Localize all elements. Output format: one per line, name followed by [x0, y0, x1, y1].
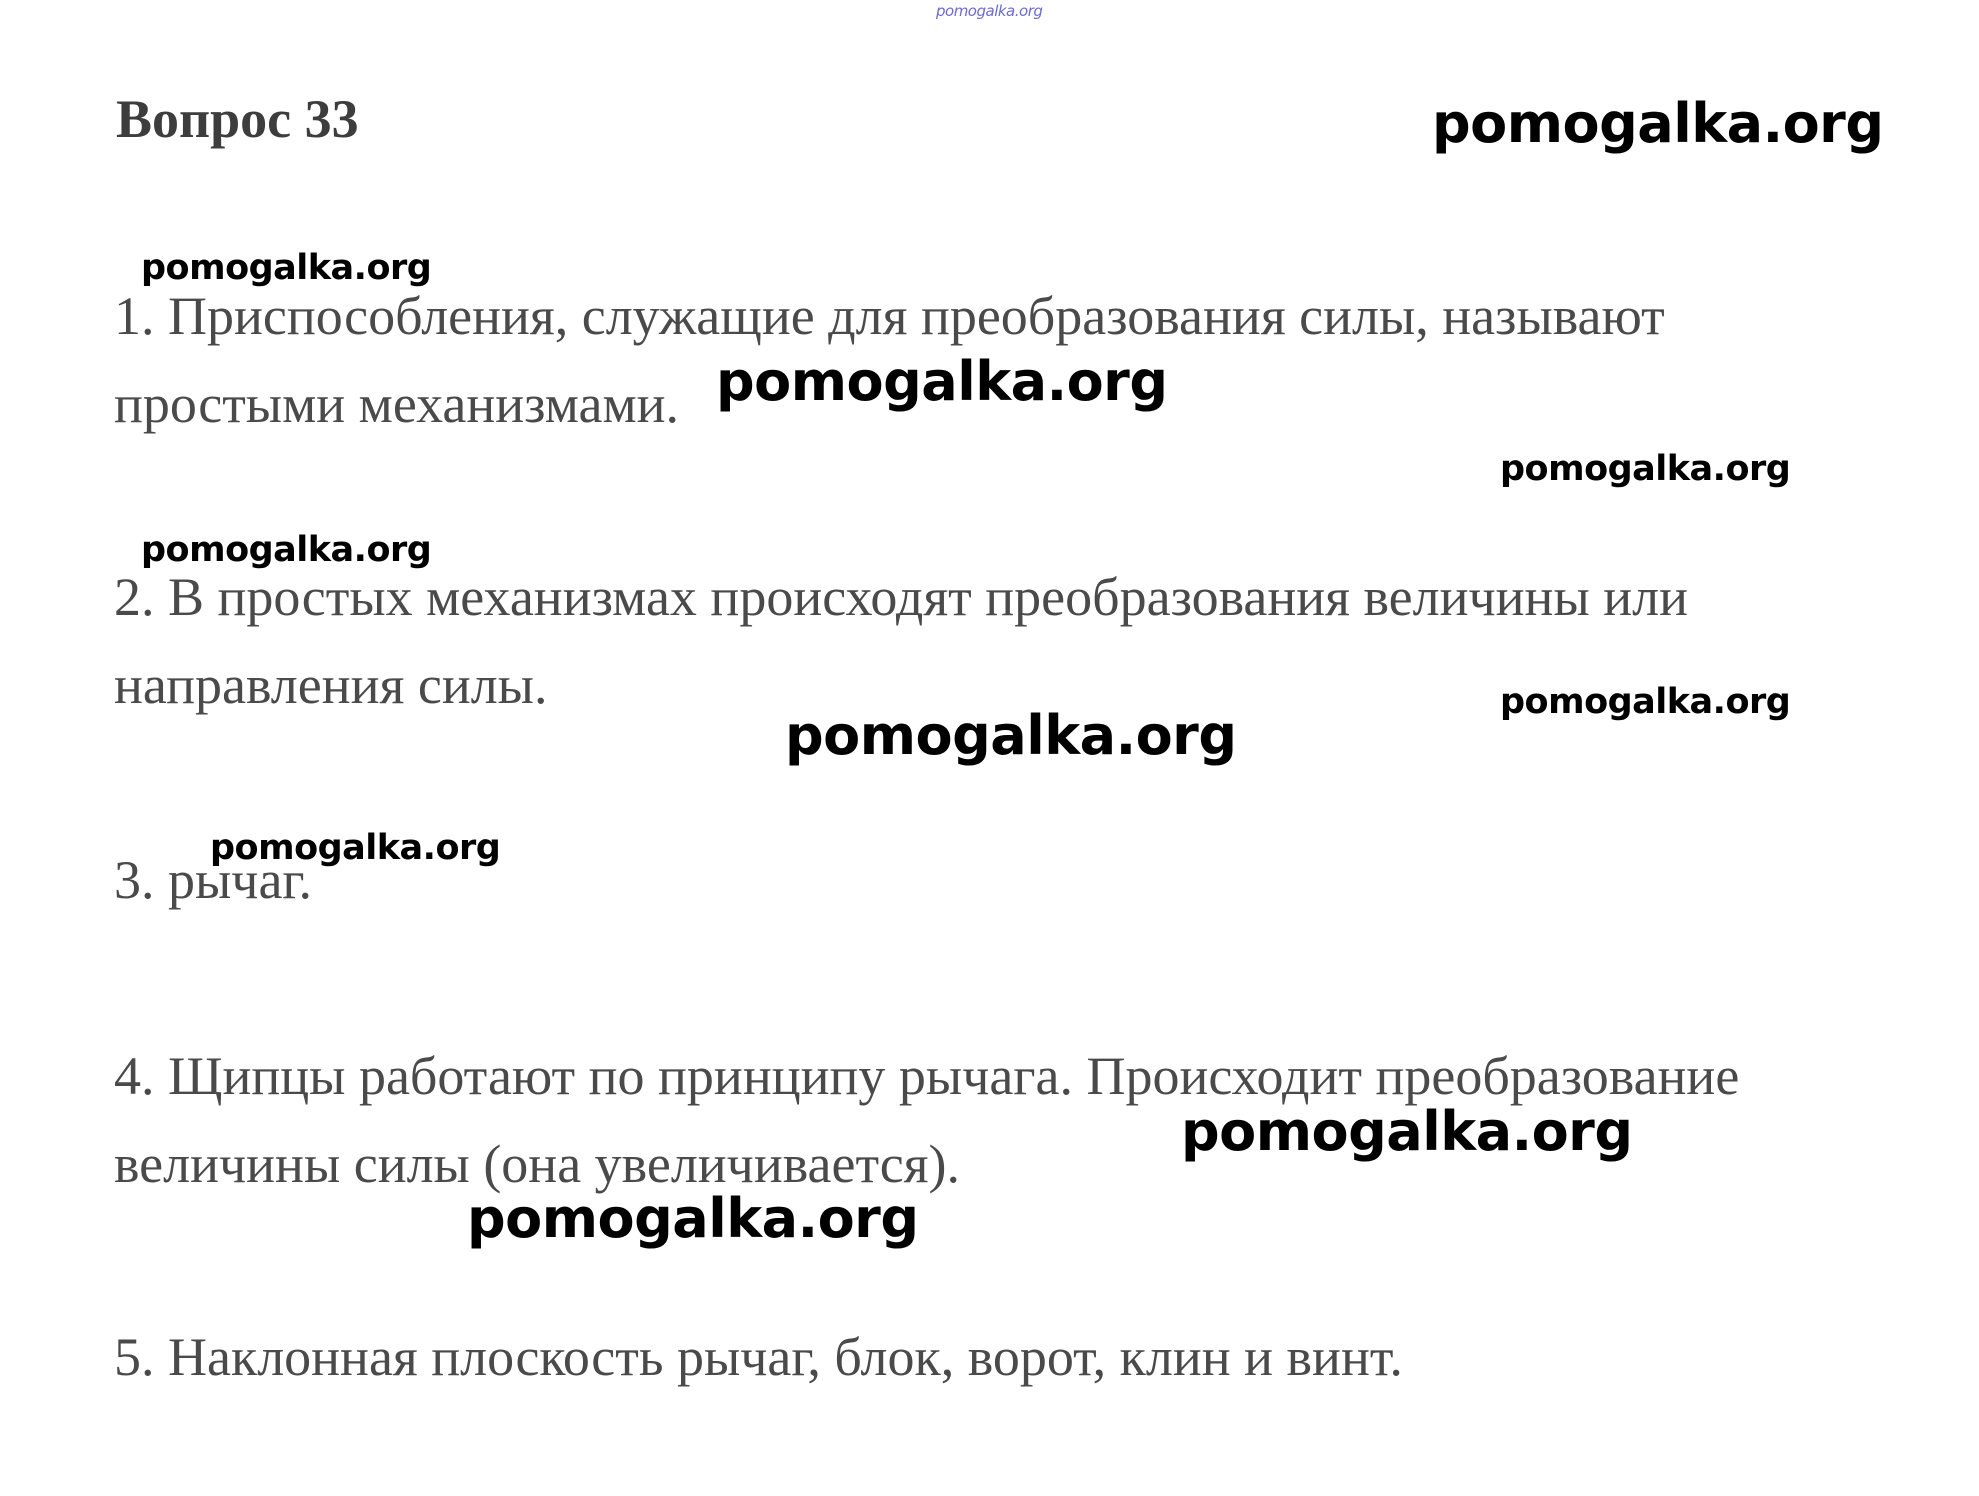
- answer-2-line-2: направления силы.: [114, 655, 548, 715]
- watermark-above-answer-1: pomogalka.org: [141, 248, 432, 288]
- watermark-answer-1: pomogalka.org: [716, 350, 1168, 413]
- answer-4-line-2: величины силы (она увеличивается).: [114, 1134, 960, 1194]
- answer-5-line-1: 5. Наклонная плоскость рычаг, блок, ворот, клин и винт.: [114, 1327, 1403, 1387]
- watermark-below-answer-4: pomogalka.org: [467, 1187, 919, 1250]
- watermark-top-tiny: pomogalka.org: [936, 2, 1043, 20]
- watermark-above-answer-2: pomogalka.org: [141, 530, 432, 570]
- watermark-right-2: pomogalka.org: [1500, 682, 1791, 722]
- watermark-answer-4: pomogalka.org: [1181, 1100, 1633, 1163]
- watermark-top-right: pomogalka.org: [1432, 92, 1884, 155]
- answer-4-line-1: 4. Щипцы работают по принципу рычага. Происходит преобразование: [114, 1046, 1740, 1106]
- answer-2: [114, 553, 1688, 729]
- question-heading: Вопрос 33: [116, 89, 359, 149]
- watermark-right-1: pomogalka.org: [1500, 449, 1791, 489]
- answer-3-line-1: 3. рычаг.: [114, 850, 312, 910]
- watermark-answer-3: pomogalka.org: [210, 828, 501, 868]
- answer-2-line-1: 2. В простых механизмах происходят преобразования величины или: [114, 567, 1688, 627]
- answer-5: [114, 1313, 1403, 1401]
- answer-1-line-1: 1. Приспособления, служащие для преобразования силы, называют: [114, 286, 1665, 346]
- watermark-answer-2: pomogalka.org: [785, 704, 1237, 767]
- answer-1-line-2: простыми механизмами.: [114, 374, 680, 434]
